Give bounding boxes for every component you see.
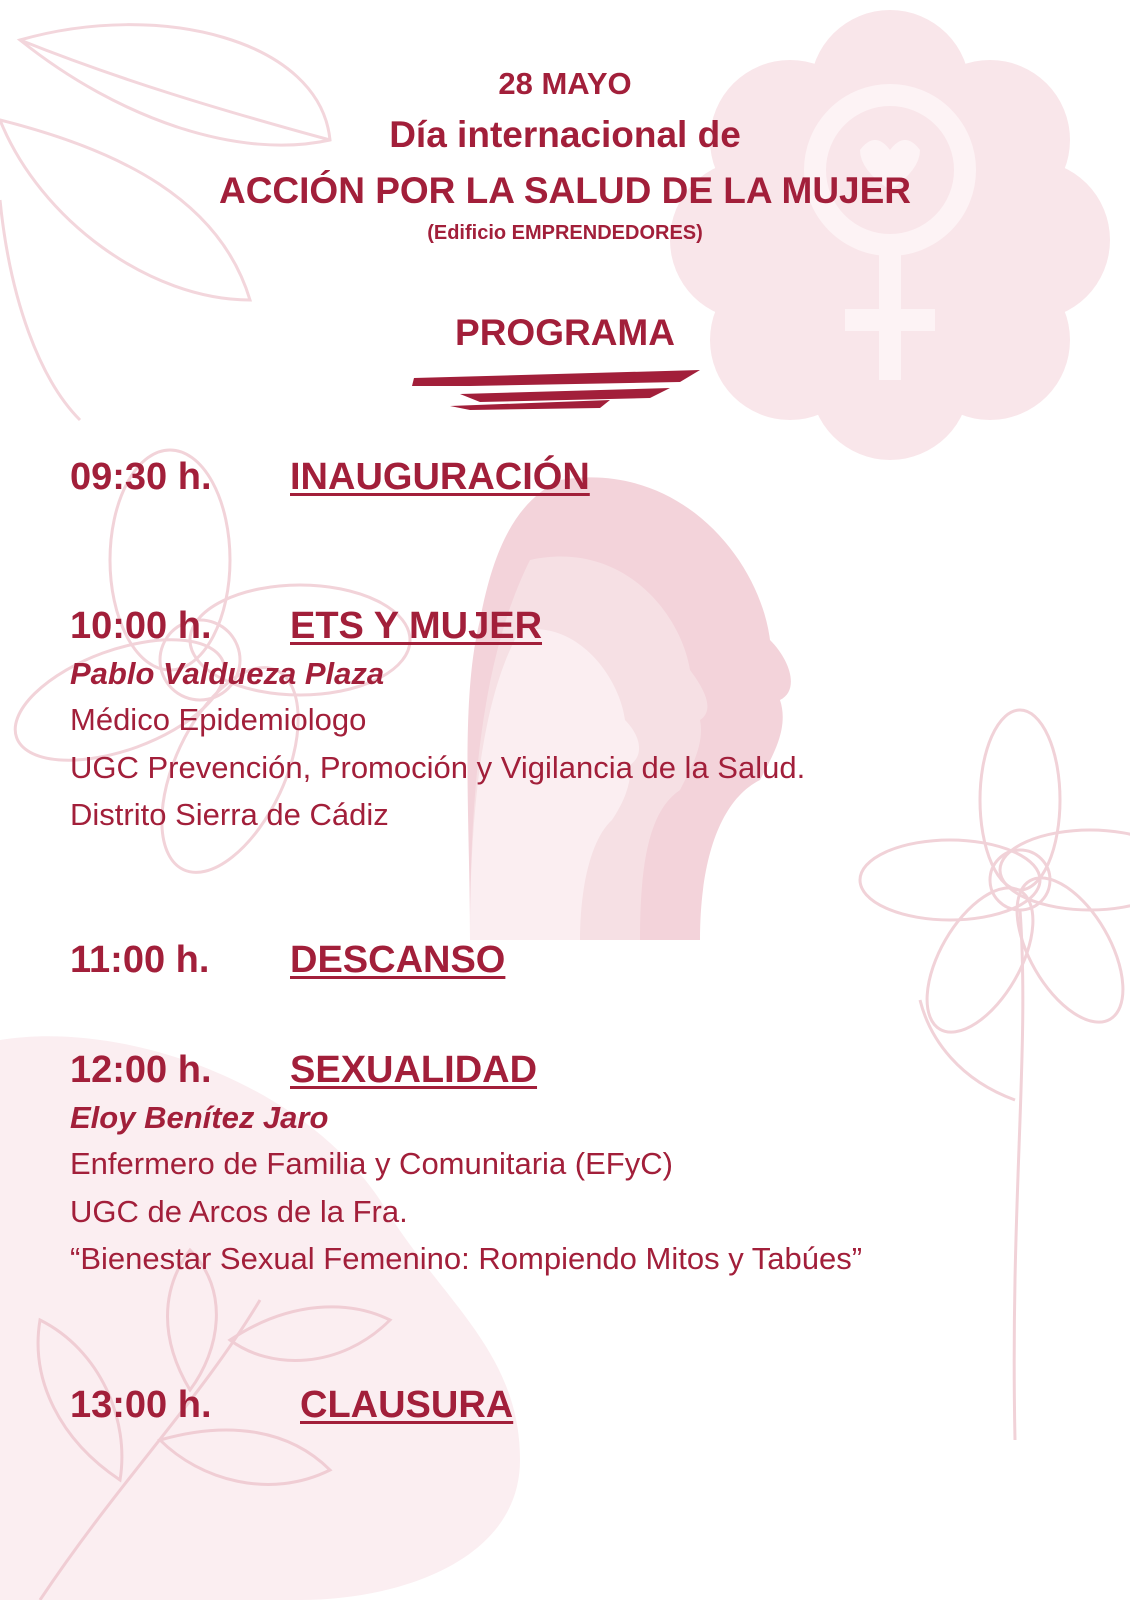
program-time: 11:00 h.	[70, 939, 210, 981]
program-topic: CLAUSURA	[300, 1384, 514, 1426]
speaker-name: Eloy Benítez Jaro	[70, 1100, 329, 1135]
program-time: 12:00 h.	[70, 1049, 212, 1091]
program-time: 09:30 h.	[70, 456, 212, 498]
program-topic: INAUGURACIÓN	[290, 456, 590, 498]
speaker-detail: Enfermero de Familia y Comunitaria (EFyC)	[70, 1146, 673, 1181]
program-topic: DESCANSO	[290, 939, 506, 981]
flower-outline-right-icon	[860, 710, 1130, 1440]
speaker-detail: Distrito Sierra de Cádiz	[70, 797, 389, 832]
program-time: 10:00 h.	[70, 605, 212, 647]
brush-stroke-divider	[410, 370, 710, 416]
program-time: 13:00 h.	[70, 1384, 212, 1426]
speaker-name: Pablo Valdueza Plaza	[70, 656, 385, 691]
talk-title: “Bienestar Sexual Femenino: Rompiendo Mitos y Tabúes”	[70, 1241, 863, 1276]
program-item-inauguracion	[70, 456, 590, 499]
women-profiles-icon	[468, 477, 791, 940]
program-topic: ETS Y MUJER	[290, 605, 543, 647]
speaker-detail: Médico Epidemiologo	[70, 702, 367, 737]
event-title-line1: Día internacional de	[389, 114, 741, 155]
program-item-clausura	[70, 1384, 513, 1427]
event-date: 28 MAYO	[498, 66, 632, 101]
speaker-detail: UGC de Arcos de la Fra.	[70, 1194, 408, 1229]
speaker-detail: UGC Prevención, Promoción y Vigilancia de la Salud.	[70, 750, 806, 785]
program-item-ets	[70, 605, 542, 648]
program-heading: PROGRAMA	[455, 312, 675, 353]
program-topic: SEXUALIDAD	[290, 1049, 538, 1091]
event-venue: (Edificio EMPRENDEDORES)	[427, 222, 703, 244]
program-item-descanso	[70, 939, 505, 982]
program-item-sexualidad	[70, 1049, 537, 1092]
event-title-line2: ACCIÓN POR LA SALUD DE LA MUJER	[218, 170, 912, 211]
